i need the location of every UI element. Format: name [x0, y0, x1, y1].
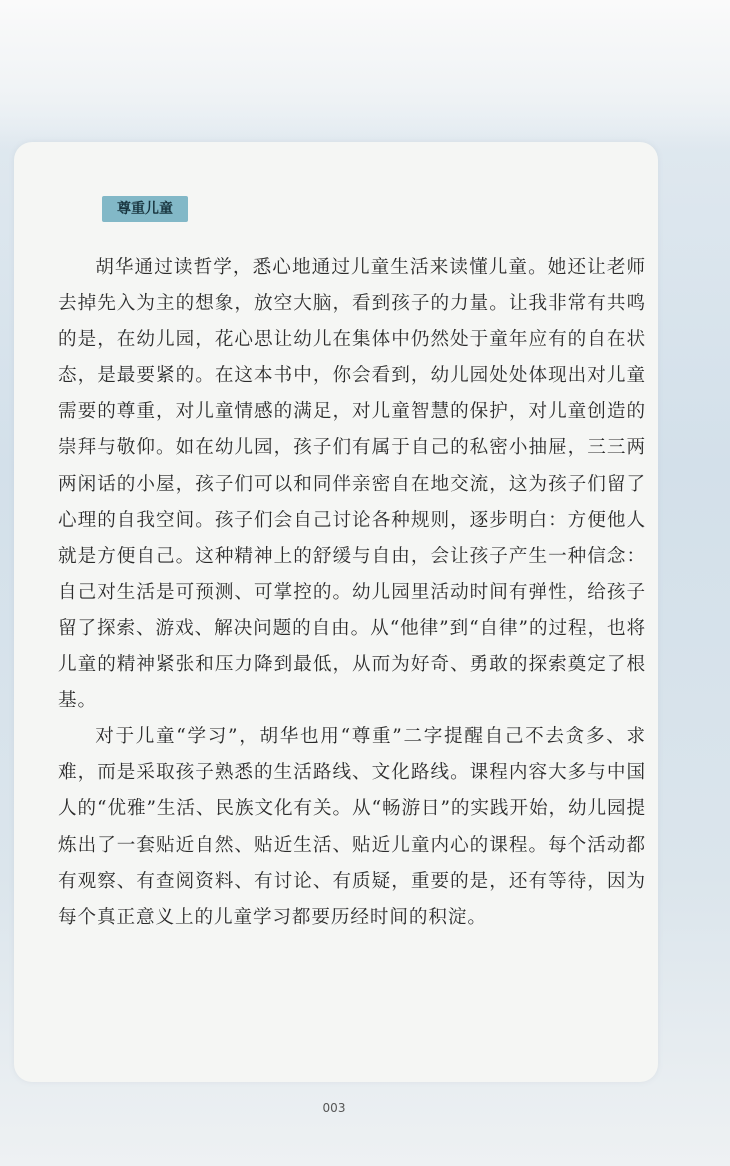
- background-wash: [0, 0, 730, 150]
- section-tag: 尊重儿童: [102, 196, 188, 222]
- paragraph-1: 胡华通过读哲学，悉心地通过儿童生活来读懂儿童。她还让老师去掉先入为主的想象，放空大脑，看到孩子的力量。让我非常有共鸣的是，在幼儿园，花心思让幼儿在集体中仍然处于童年应有的自在状态，是最要紧的。在这本书中，你会看到，幼儿园处处体现出对儿童需要的尊重，对儿童情感的满足，对儿童智慧的保护，对儿童创造的崇拜与敬仰。如在幼儿园，孩子们有属于自己的私密小抽屉，三三两两闲话的小屋，孩子们可以和同伴亲密自在地交流，这为孩子们留了心理的自我空间。孩子们会自己讨论各种规则，逐步明白：方便他人就是方便自己。这种精神上的舒缓与自由，会让孩子产生一种信念：自己对生活是可预测、可掌控的。幼儿园里活动时间有弹性，给孩子留了探索、游戏、解决问题的自由。从“他律”到“自律”的过程，也将儿童的精神紧张和压力降到最低，从而为好奇、勇敢的探索奠定了根基。: [58, 257, 646, 712]
- body-text: [58, 250, 646, 936]
- page-number: 003: [322, 1101, 346, 1115]
- paragraph-2: 对于儿童“学习”，胡华也用“尊重”二字提醒自己不去贪多、求难，而是采取孩子熟悉的生活路线、文化路线。课程内容大多与中国人的“优雅”生活、民族文化有关。从“畅游日”的实践开始，幼儿园提炼出了一套贴近自然、贴近生活、贴近儿童内心的课程。每个活动都有观察、有查阅资料、有讨论、有质疑，重要的是，还有等待，因为每个真正意义上的儿童学习都要历经时间的积淀。: [58, 726, 646, 928]
